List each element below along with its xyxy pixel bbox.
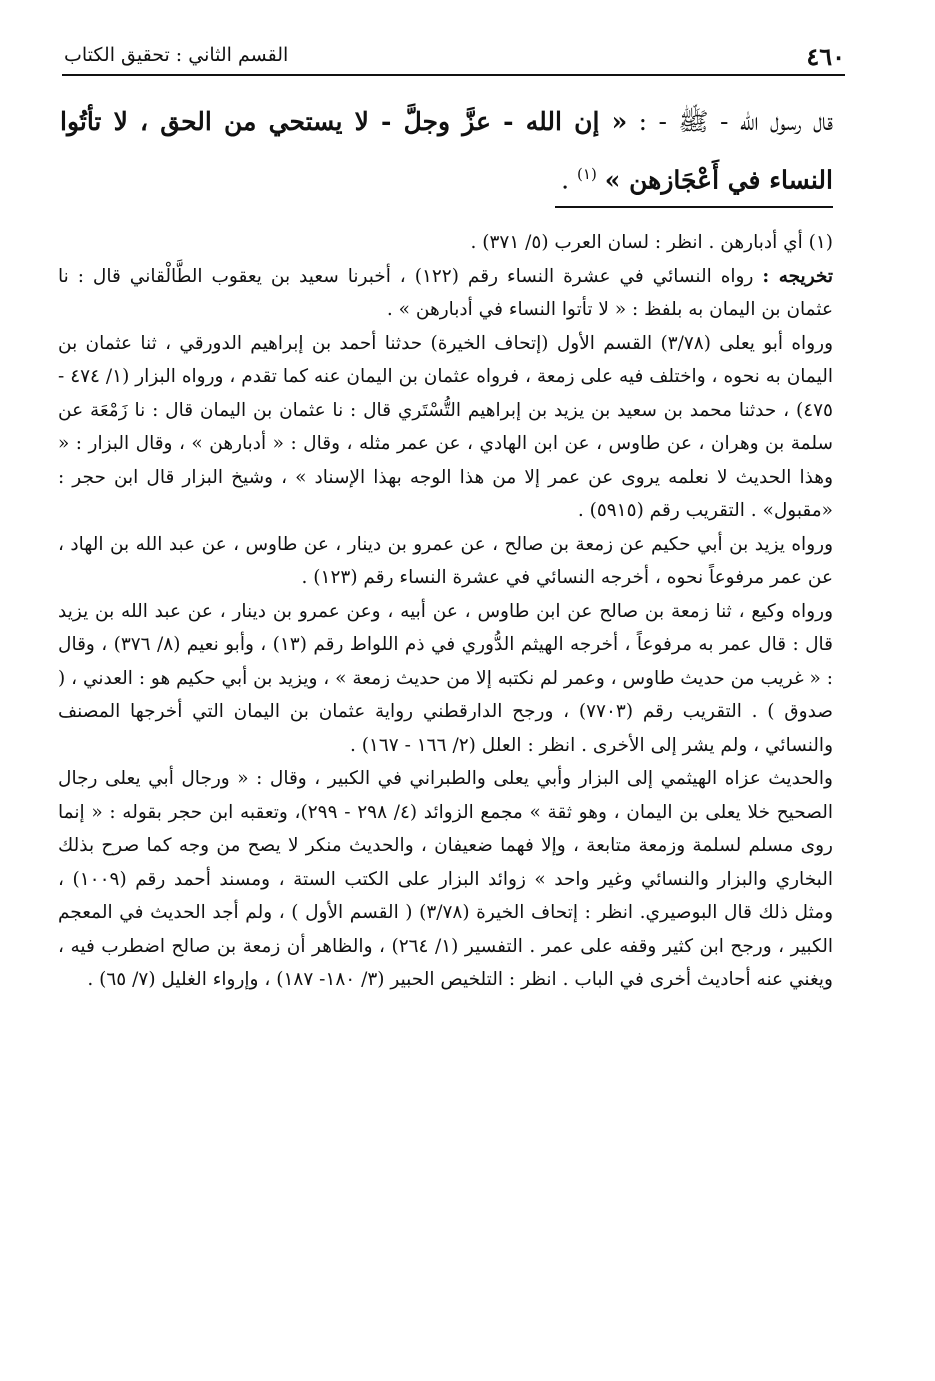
hadith-text: « إن الله - عزَّ وجلَّ - لا يستحي من الحق ، لا تأتُوا النساء في أَعْجَازهن »	[60, 107, 833, 195]
footnotes	[58, 226, 833, 997]
page-number: ٤٦٠	[806, 42, 845, 71]
footnote-paragraph-waki: ورواه وكيع ، ثنا زمعة بن صالح عن ابن طاوس ، عن أبيه ، وعن عمرو بن دينار ، عن عبد الله بن يزيد قال : قال عمر به مرفوعاً ، أخرجه الهيثم الدُّوري في ذم اللواط رقم (١٣) ، وأبو نعيم (٨/ ٣٧٦) ، وقال : « غريب من حديث طاوس ، وعمر لم نكتبه إلا من حديث زمعة » ، ويزيد بن أبي حكيم هو : العدني ، ( صدوق ) . التقريب رقم (٧٧٠٣) ، ورجح الدارقطني رواية عثمان بن اليمان التي أخرجها المصنف والنسائي ، ولم يشر إلى الأخرى . انظر : العلل (٢/ ١٦٦ - ١٦٧) .	[58, 600, 833, 756]
takhrij-label: تخريجه :	[762, 265, 834, 287]
footnote-paragraph-abu-yala: ورواه أبو يعلى (٣/٧٨) القسم الأول (إتحاف الخيرة) حدثنا أحمد بن إبراهيم الدورقي ، ثنا عثمان بن اليمان به نحوه ، واختلف فيه على زمعة ، فرواه عثمان بن اليمان عنه كما تقدم ، ورواه البزار (١/ ٤٧٤ - ٤٧٥) ، حدثنا محمد بن سعيد بن يزيد بن إبراهيم التُّسْتَري قال : نا عثمان بن اليمان قال : نا زَمْعَة عن سلمة بن وهران ، عن طاوس ، عن ابن الهادي ، عن عمر مثله ، وقال : « أدبارهن » ، وقال البزار : « وهذا الحديث لا نعلمه يروى عن عمر إلا من هذا الوجه بهذا الإسناد » ، وشيخ البزار قال ابن حجر : «مقبول» . التقريب رقم (٥٩١٥) .	[58, 332, 833, 521]
takhrij-text: رواه النسائي في عشرة النساء رقم (١٢٢) ، أخبرنا سعيد بن يعقوب الطَّالْقاني قال : نا عثمان بن اليمان به بلفظ : « لا تأتوا النساء في أدبارهن » .	[58, 265, 833, 320]
footnote-paragraph-haythami: والحديث عزاه الهيثمي إلى البزار وأبي يعلى والطبراني في الكبير ، وقال : « ورجال أبي يعلى رجال الصحيح خلا يعلى بن اليمان ، وهو ثقة » مجمع الزوائد (٤/ ٢٩٨ - ٢٩٩)، وتعقبه ابن حجر بقوله : « إنما روى مسلم لسلمة وزمعة متابعة ، وإلا فهما ضعيفان ، والحديث منكر لا يصح من وجه كما صرح بذلك البخاري والبزار والنسائي وغير واحد » زوائد البزار على الكتب الستة ، ومسند أحمد رقم (١٠٠٩) ، ومثل ذلك قال البوصيري. انظر : إتحاف الخيرة (٣/٧٨) ( القسم الأول ) ، ولم أجد الحديث في المعجم الكبير ، ورجح ابن كثير وقفه على عمر . التفسير (١/ ٢٦٤) ، والظاهر أن زمعة بن صالح اضطرب فيه ، ويغني عنه أحاديث أخرى في الباب . انظر : التلخيص الحبير (٣/ ١٨٠- ١٨٧) ، وإرواء الغليل (٧/ ٦٥) .	[58, 768, 833, 990]
footnote-ref: (١)	[577, 165, 597, 183]
running-head: القسم الثاني : تحقيق الكتاب	[64, 44, 289, 66]
main-text-end: .	[561, 165, 578, 195]
footnote-paragraph-yazid: ورواه يزيد بن أبي حكيم عن زمعة بن صالح ، عن عمرو بن دينار ، عن طاوس ، عن عبد الله بن الهاد ، عن عمر مرفوعاً نحوه ، أخرجه النسائي في عشرة النساء رقم (١٢٣) .	[58, 533, 833, 588]
hadith-lead: قال رسول الله - ﷺ - :	[627, 107, 833, 136]
page-header	[62, 40, 845, 76]
footnote-rule	[555, 206, 833, 208]
footnote-1: (١) أي أدبارهن . انظر : لسان العرب (٥/ ٣٧١) .	[470, 232, 833, 253]
takhrij-paragraph	[58, 260, 833, 327]
main-text	[60, 96, 833, 206]
